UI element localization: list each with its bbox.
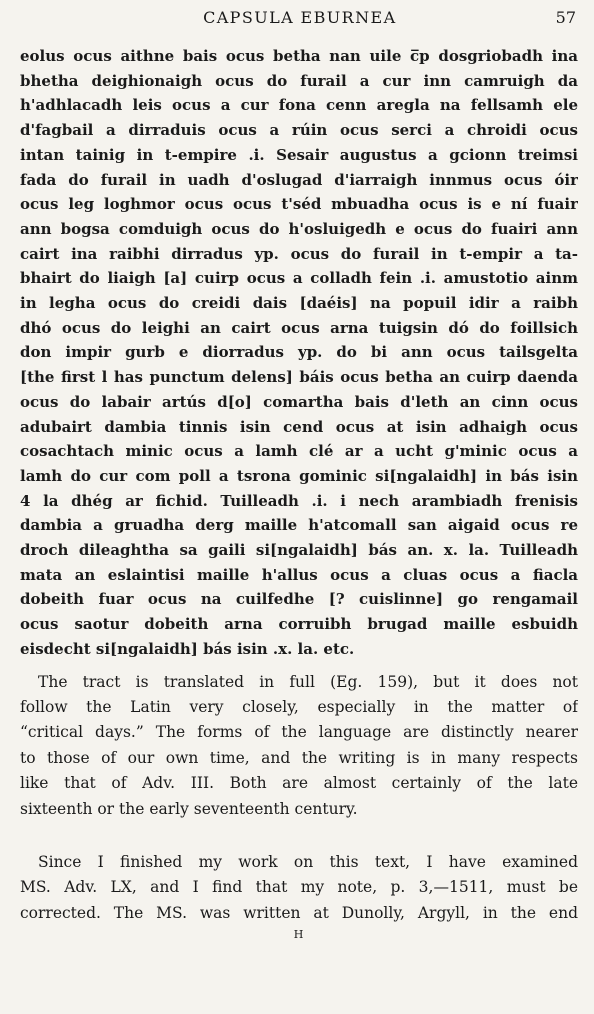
paragraph-line: sixteenth or the early seventeenth century. <box>20 799 358 818</box>
irish-line: ocus do labair artús d[o] comartha bais d'leth an cinn ocus <box>20 392 578 411</box>
irish-line: cairt ina raibhi dirradus yp. ocus do furail in t-empir a ta- <box>20 244 578 263</box>
irish-line: mata an eslaintisi maille h'allus ocus a cluas ocus a fiacla <box>20 565 578 584</box>
paragraph-line: like that of Adv. III. Both are almost certainly of the late <box>20 774 578 793</box>
paragraph-line: “critical days.” The forms of the language are distinctly nearer <box>20 723 578 742</box>
irish-text-block <box>20 44 578 662</box>
irish-line: cosachtach minic ocus a lamh clé ar a ucht g'minic ocus a <box>20 442 578 461</box>
page-header <box>20 8 578 38</box>
irish-line: intan tainig in t-empire .i. Sesair augustus a gcionn treimsi <box>20 145 578 164</box>
paragraph-line: The tract is translated in full (Eg. 159), but it does not <box>38 672 578 691</box>
irish-line: ocus saotur dobeith arna corruibh brugad maille esbuidh <box>20 615 578 634</box>
irish-line: lamh do cur com poll a tsrona gominic si[ngalaidh] in bás isin <box>20 466 578 485</box>
irish-line: h'adhlacadh leis ocus a cur fona cenn aregla na fellsamh ele <box>20 96 578 115</box>
irish-line: eisdecht si[ngalaidh] bás isin .x. la. etc. <box>20 639 355 658</box>
paragraph-line: Since I finished my work on this text, I have examined <box>38 853 578 872</box>
irish-line: droch dileaghtha sa gaili si[ngalaidh] bás an. x. la. Tuilleadh <box>20 541 578 560</box>
irish-line: bhairt do liaigh [a] cuirp ocus a colladh fein .i. amustotio ainm <box>20 269 578 288</box>
paragraph-line: corrected. The MS. was written at Dunolly, Argyll, in the end <box>20 903 578 922</box>
irish-line: in legha ocus do creidi dais [daéis] na popuil idir a raibh <box>20 294 578 313</box>
irish-line: adubairt dambia tinnis isin cend ocus at isin adhaigh ocus <box>20 417 578 436</box>
page <box>20 8 578 941</box>
irish-line: eolus ocus aithne bais ocus betha nan uile c̅p dosgriobadh ina <box>20 47 578 65</box>
paragraph-line: follow the Latin very closely, especially in the matter of <box>20 697 578 716</box>
irish-line: d'fagbail a dirraduis ocus a rúin ocus serci a chroidi ocus <box>20 121 578 140</box>
irish-line: fada do furail in uadh d'oslugad d'iarraigh innmus ocus óir <box>20 170 578 189</box>
irish-line: dobeith fuar ocus na cuilfedhe [? cuislinne] go rengamail <box>20 590 578 609</box>
irish-line: ann bogsa comduigh ocus do h'osluigedh e ocus do fuairi ann <box>20 219 578 238</box>
irish-line: don impir gurb e diorradus yp. do bi ann ocus tailsgelta <box>20 343 578 362</box>
note-paragraph <box>20 850 578 926</box>
paragraph-line: to those of our own time, and the writing is in many respects <box>20 748 578 767</box>
irish-line: ocus leg loghmor ocus ocus t'séd mbuadha ocus is e ní fuair <box>20 195 578 214</box>
running-head: CAPSULA EBURNEA <box>203 8 397 27</box>
signature-mark: H <box>293 928 305 942</box>
irish-line: dambia a gruadha derg maille h'atcomall san aigaid ocus re <box>20 516 578 535</box>
irish-line: bhetha deighionaigh ocus do furail a cur inn camruigh da <box>20 71 578 90</box>
irish-line: [the first l has punctum delens] báis ocus betha an cuirp daenda <box>20 368 578 387</box>
paragraph-line: MS. Adv. LX, and I find that my note, p. 3,—1511, must be <box>20 878 578 897</box>
irish-line: 4 la dhég ar fichid. Tuilleadh .i. i nech arambiadh frenisis <box>20 491 578 510</box>
commentary-paragraph <box>20 670 578 822</box>
page-number: 57 <box>555 8 576 27</box>
irish-line: dhó ocus do leighi an cairt ocus arna tuigsin dó do foillsich <box>20 318 578 337</box>
